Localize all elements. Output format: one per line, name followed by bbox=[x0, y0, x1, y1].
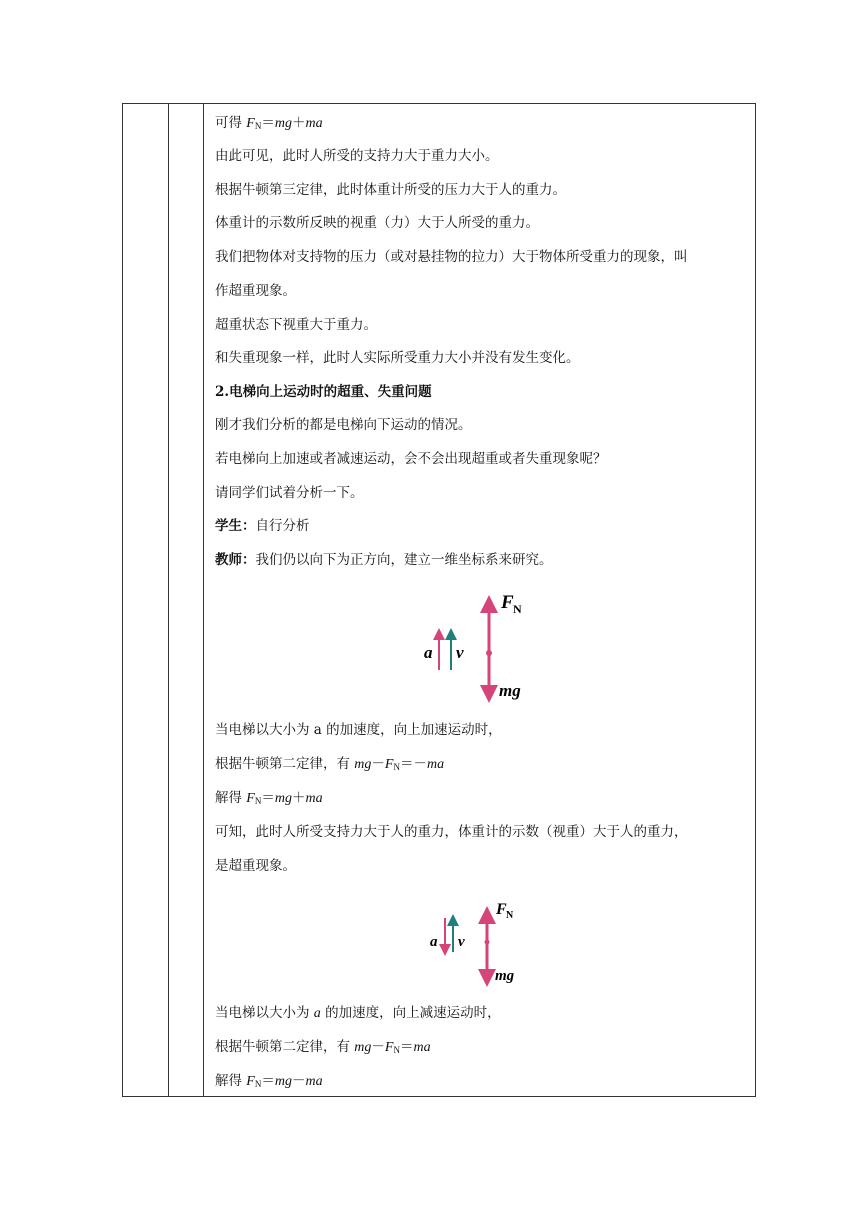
line-3: 根据牛顿第三定律，此时体重计所受的压力大于人的重力。 bbox=[215, 182, 566, 198]
line-1: 可得 $F_N=mg+ma$ bbox=[215, 115, 323, 131]
force-diagram-decelerating bbox=[415, 890, 555, 990]
teacher-label: 教师： bbox=[215, 552, 256, 568]
section-heading: 2.电梯向上运动时的超重、失重问题 bbox=[215, 384, 432, 400]
line-13: 解得 $F_N=mg+ma$ bbox=[215, 790, 323, 806]
label-mg: mg bbox=[495, 968, 515, 984]
line-7: 和失重现象一样，此时人实际所受重力大小并没有发生变化。 bbox=[215, 350, 580, 366]
line-16: 根据牛顿第二定律，有 $mg-F_N=ma$ bbox=[215, 1039, 431, 1055]
student-label: 学生： bbox=[215, 518, 256, 534]
label-N: N bbox=[506, 910, 514, 921]
teacher-line: 教师：我们仍以向下为正方向，建立一维坐标系来研究。 bbox=[215, 552, 553, 568]
line-11: 当电梯以大小为 a 的加速度，向上加速运动时， bbox=[215, 722, 502, 738]
line-8: 刚才我们分析的都是电梯向下运动的情况。 bbox=[215, 417, 472, 433]
column-divider-1 bbox=[168, 104, 169, 1096]
line-15: 当电梯以大小为 a 的加速度，向上减速运动时， bbox=[215, 1005, 501, 1021]
line-5a: 我们把物体对支持物的压力（或对悬挂物的拉力）大于物体所受重力的现象，叫 bbox=[215, 249, 688, 265]
center-point bbox=[486, 650, 492, 656]
label-F: F bbox=[496, 901, 507, 918]
force-diagram-accelerating bbox=[415, 586, 555, 704]
label-F: F bbox=[501, 592, 514, 613]
center-point bbox=[485, 940, 490, 945]
line-2: 由此可见，此时人所受的支持力大于重力大小。 bbox=[215, 148, 499, 164]
label-a: a bbox=[424, 643, 433, 662]
line-12: 根据牛顿第二定律，有 $mg-F_N=-ma$ bbox=[215, 756, 445, 772]
line-5b: 作超重现象。 bbox=[215, 283, 296, 299]
label-N: N bbox=[513, 602, 522, 616]
label-a: a bbox=[430, 934, 438, 950]
line-14a: 可知，此时人所受支持力大于人的重力，体重计的示数（视重）大于人的重力， bbox=[215, 824, 688, 840]
line-9: 若电梯向上加速或者减速运动，会不会出现超重或者失重现象呢？ bbox=[215, 451, 607, 467]
label-v: v bbox=[456, 643, 464, 662]
student-line: 学生：自行分析 bbox=[215, 518, 310, 534]
line-6: 超重状态下视重大于重力。 bbox=[215, 317, 377, 333]
line-4: 体重计的示数所反映的视重（力）大于人所受的重力。 bbox=[215, 215, 539, 231]
column-divider-2 bbox=[203, 104, 204, 1096]
line-17: 解得 $F_N=mg-ma$ bbox=[215, 1073, 323, 1089]
line-10: 请同学们试着分析一下。 bbox=[215, 485, 364, 501]
lesson-table bbox=[122, 103, 756, 1097]
label-mg: mg bbox=[499, 681, 521, 700]
label-v: v bbox=[458, 934, 465, 950]
line-14b: 是超重现象。 bbox=[215, 858, 296, 874]
